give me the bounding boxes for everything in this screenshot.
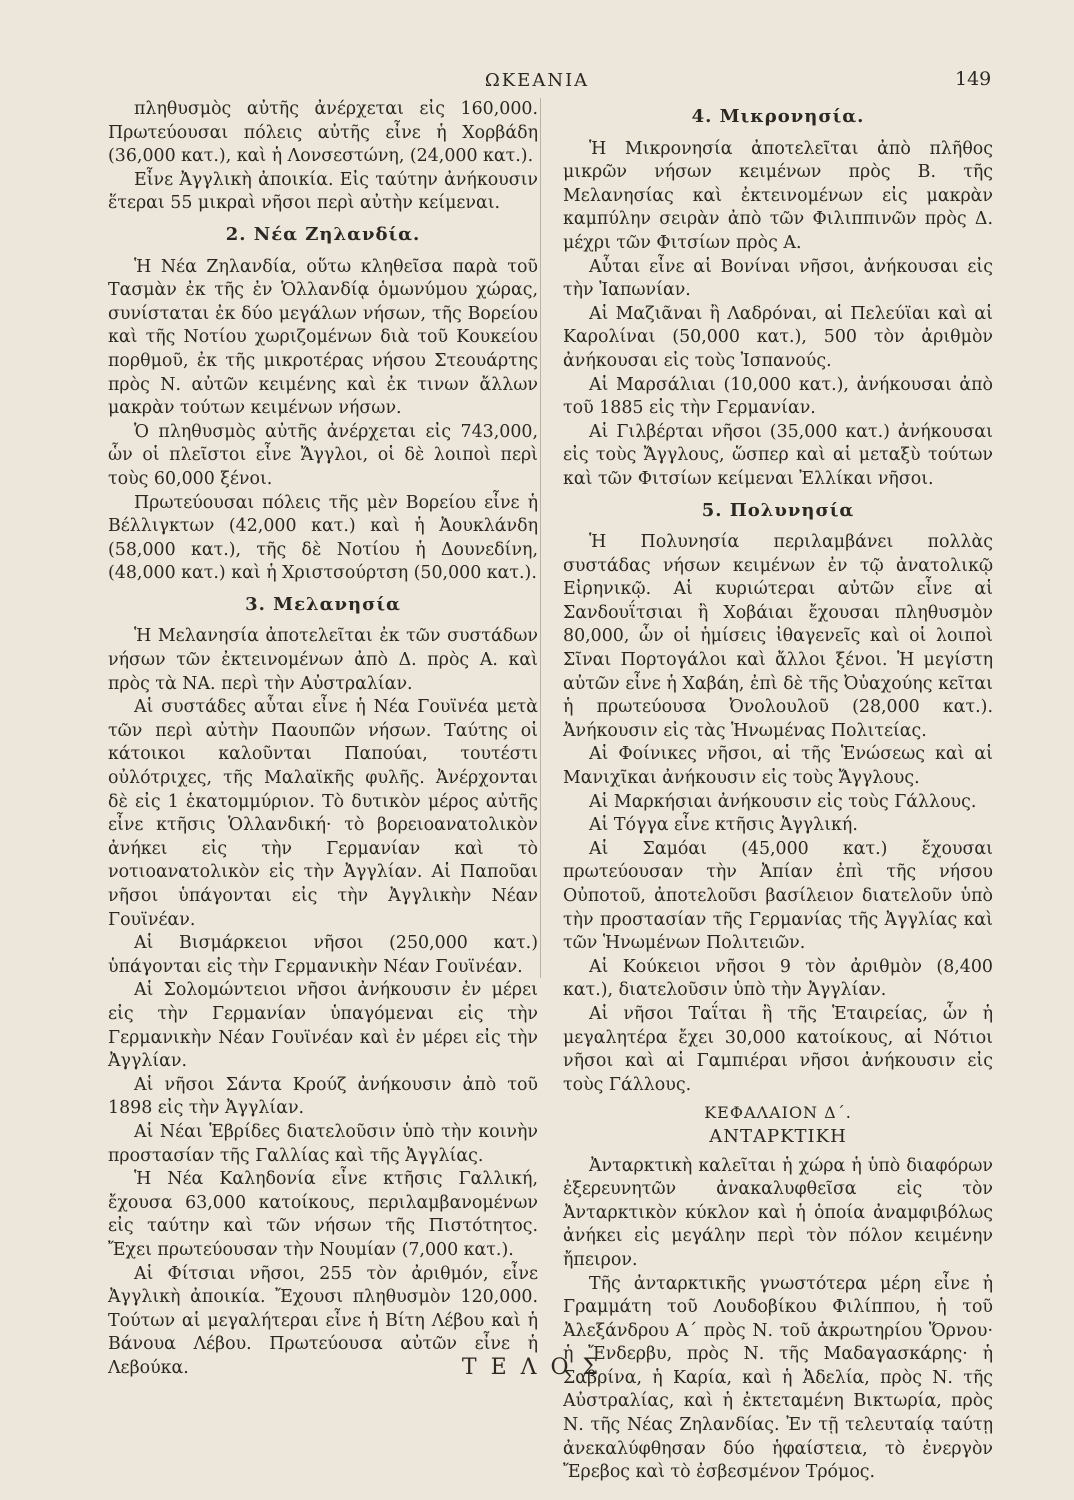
paragraph: Αὗται εἶνε αἱ Βονίναι νῆσοι, ἀνήκουσαι εἰς τὴν Ἰαπωνίαν. [563, 256, 993, 301]
paragraph: Αἱ νῆσοι Ταΐται ἢ τῆς Ἑταιρείας, ὧν ἡ μεγαλητέρα ἔχει 30,000 κατοίκους, αἱ Νότιοι νῆσοι καὶ αἱ Γαμπιέραι νῆσοι ἀνήκουσιν εἰς τοὺς Γάλλους. [563, 1003, 993, 1095]
paragraph: Αἱ Φίτσιαι νῆσοι, 255 τὸν ἀριθμόν, εἶνε Ἀγγλικὴ ἀποικία. Ἔχουσι πληθυσμὸν 120,000. Τούτων αἱ μεγαλήτεραι εἶνε ἡ Βίτη Λέβου καὶ ἡ Βάνουα Λέβου. Πρωτεύουσα αὐτῶν εἶνε ἡ Λεβούκα. [108, 1263, 538, 1378]
paragraph: Αἱ Νέαι Ἑβρίδες διατελοῦσιν ὑπὸ τὴν κοινὴν προστασίαν τῆς Γαλλίας καὶ τῆς Ἀγγλίας. [108, 1121, 538, 1166]
running-head: ΩΚΕΑΝΙΑ [484, 70, 590, 91]
section-heading: 2. Νέα Ζηλανδία. [225, 223, 421, 245]
paragraph: Αἱ Μαζιᾶναι ἢ Λαδρόναι, αἱ Πελεύϊαι καὶ αἱ Καρολίναι (50,000 κατ.), 500 τὸν ἀριθμὸν ἀνήκουσαι εἰς τοὺς Ἰσπανούς. [563, 303, 993, 371]
paragraph: Ἀνταρκτικὴ καλεῖται ἡ χώρα ἡ ὑπὸ διαφόρων ἐξερευνητῶν ἀνακαλυφθεῖσα εἰς τὸν Ἀνταρκτικὸν κύκλον καὶ ἡ ὁποία ἀναμφιβόλως ἀνήκει εἰς μεγάλην περὶ τὸν πόλον κειμένην ἤπειρον. [563, 1155, 993, 1270]
paragraph: Ἡ Μελανησία ἀποτελεῖται ἐκ τῶν συστάδων νήσων τῶν ἐκτεινομένων ἀπὸ Δ. πρὸς Α. καὶ πρὸς τὰ ΝΑ. περὶ τὴν Αὐστραλίαν. [108, 626, 538, 694]
paragraph: Αἱ Σαμόαι (45,000 κατ.) ἔχουσαι πρωτεύουσαν τὴν Ἀπίαν ἐπὶ τῆς νήσου Οὐποτοῦ, ἀποτελοῦσι βασίλειον διατελοῦν ὑπὸ τὴν προστασίαν τῆς Γερμανίας τῆς Ἀγγλίας καὶ τῶν Ἡνωμένων Πολιτειῶν. [563, 838, 993, 954]
section-heading: 4. Μικρονησία. [691, 106, 865, 127]
paragraph: πληθυσμὸς αὐτῆς ἀνέρχεται εἰς 160,000. Πρωτεύουσαι πόλεις αὐτῆς εἶνε ἡ Χορβάδη (36,000 κατ.), καὶ ἡ Λονσεστώνη, (24,000 κατ.). [108, 99, 538, 167]
paragraph: Πρωτεύουσαι πόλεις τῆς μὲν Βορείου εἶνε ἡ Βέλλιγκτων (42,000 κατ.) καὶ ἡ Ἀουκλάνδη (58,000 κατ.), τῆς δὲ Νοτίου ἡ Δουνεδίνη, (48,000 κατ.) καὶ ἡ Χριστσούρτση (50,000 κατ.). [108, 492, 538, 584]
end-mark: ΤΕΛΟΣ [461, 1355, 613, 1380]
paragraph: Ὁ πληθυσμὸς αὐτῆς ἀνέρχεται εἰς 743,000, ὧν οἱ πλεῖστοι εἶνε Ἄγγλοι, οἱ δὲ λοιποὶ περὶ τοὺς 60,000 ξένοι. [108, 421, 538, 489]
chapter-title: ΑΝΤΑΡΚΤΙΚΗ [709, 1125, 847, 1147]
column-divider [540, 98, 541, 978]
paragraph: Εἶνε Ἀγγλικὴ ἀποικία. Εἰς ταύτην ἀνήκουσιν ἕτεραι 55 μικραὶ νῆσοι περὶ αὐτὴν κείμεναι. [108, 169, 538, 214]
left-column [108, 98, 538, 1380]
paragraph: Αἱ Μαρσάλιαι (10,000 κατ.), ἀνήκουσαι ἀπὸ τοῦ 1885 εἰς τὴν Γερμανίαν. [563, 374, 993, 419]
paragraph: Ἡ Νέα Καληδονία εἶνε κτῆσις Γαλλική, ἔχουσα 63,000 κατοίκους, περιλαμβανομένων εἰς ταύτην καὶ τῶν νήσων τῆς Πιστότητος. Ἔχει πρωτεύουσαν τὴν Νουμίαν (7,000 κατ.). [108, 1169, 538, 1260]
paragraph: Αἱ Μαρκήσιαι ἀνήκουσιν εἰς τοὺς Γάλλους. [589, 791, 977, 812]
paragraph: Αἱ Φοίνικες νῆσοι, αἱ τῆς Ἑνώσεως καὶ αἱ Μανιχῖκαι ἀνήκουσιν εἰς τοὺς Ἄγγλους. [563, 744, 993, 789]
paragraph: Αἱ Τόγγα εἶνε κτῆσις Ἀγγλική. [589, 815, 858, 836]
chapter-label: ΚΕΦΑΛΑΙΟΝ Δ΄. [704, 1103, 852, 1123]
paragraph: Αἱ Κούκειοι νῆσοι 9 τὸν ἀριθμὸν (8,400 κατ.), διατελοῦσιν ὑπὸ τὴν Ἀγγλίαν. [563, 956, 993, 1001]
paragraph: Ἡ Πολυνησία περιλαμβάνει πολλὰς συστάδας νήσων κειμένων ἐν τῷ ἀνατολικῷ Εἰρηνικῷ. Αἱ κυριώτεραι αὐτῶν εἶνε αἱ Σανδουΐτσιαι ἢ Χοβάιαι ἔχουσαι πληθυσμὸν 80,000, ὧν οἱ ἡμίσεις ἰθαγενεῖς καὶ οἱ λοιποὶ Σῖναι Πορτογάλοι καὶ ἄλλοι ξένοι. Ἡ μεγίστη αὐτῶν εἶνε ἡ Χαβάη, ἐπὶ δὲ τῆς Ὀὐαχούης κεῖται ἡ πρωτεύουσα Ὀνολουλοῦ (28,000 κατ.). Ἀνήκουσιν εἰς τὰς Ἡνωμένας Πολιτείας. [563, 532, 993, 741]
paragraph: Αἱ Σολομώντειοι νῆσοι ἀνήκουσιν ἐν μέρει εἰς τὴν Γερμανίαν ὑπαγόμεναι εἰς τὴν Γερμανικὴν Νέαν Γουϊνέαν καὶ ἐν μέρει εἰς τὴν Ἀγγλίαν. [108, 980, 538, 1072]
paragraph: Αἱ Βισμάρκειοι νῆσοι (250,000 κατ.) ὑπάγονται εἰς τὴν Γερμανικὴν Νέαν Γουϊνέαν. [108, 933, 538, 977]
right-column [563, 98, 993, 1485]
section-heading: 5. Πολυνησία [701, 499, 855, 521]
section-heading: 3. Μελανησία [245, 593, 401, 615]
paragraph: Ἡ Μικρονησία ἀποτελεῖται ἀπὸ πλῆθος μικρῶν νήσων κειμένων πρὸς Β. τῆς Μελανησίας καὶ ἐκτεινομένων εἰς μακρὰν καμπύλην σειρὰν ἀπὸ τῶν Φιλιππινῶν πρὸς Δ. μέχρι τῶν Φιτσίων πρὸς Α. [563, 138, 993, 253]
paragraph: Αἱ νῆσοι Σάντα Κρούζ ἀνήκουσιν ἀπὸ τοῦ 1898 εἰς τὴν Ἀγγλίαν. [108, 1074, 538, 1119]
paragraph: Ἡ Νέα Ζηλανδία, οὕτω κληθεῖσα παρὰ τοῦ Τασμὰν ἐκ τῆς ἐν Ὁλλανδίᾳ ὁμωνύμου χώρας, συνίσταται ἐκ δύο μεγάλων νήσων, τῆς Βορείου καὶ τῆς Νοτίου χωριζομένων διὰ τοῦ Κουκείου πορθμοῦ, ἐκ τῆς μικροτέρας νήσου Στεουάρτης πρὸς Ν. αὐτῶν κειμένης καὶ ἐκ τινων ἄλλων μακρὰν τούτων κειμένων νήσων. [108, 256, 538, 419]
paragraph: Αἱ Γιλβέρται νῆσοι (35,000 κατ.) ἀνήκουσαι εἰς τοὺς Ἄγγλους, ὥσπερ καὶ αἱ μεταξὺ τούτων καὶ τῶν Φιτσίων κείμεναι Ἐλλίκαι νῆσοι. [563, 421, 993, 489]
paragraph: Αἱ συστάδες αὗται εἶνε ἡ Νέα Γουϊνέα μετὰ τῶν περὶ αὐτὴν Παουπῶν νήσων. Ταύτης οἱ κάτοικοι καλοῦνται Παπούαι, τουτέστι οὐλότριχες, τῆς Μαλαϊκῆς φυλῆς. Ἀνέρχονται δὲ εἰς 1 ἑκατομμύριον. Τὸ δυτικὸν μέρος αὐτῆς εἶνε κτῆσις Ὁλλανδική· τὸ βορειοανατολικὸν ἀνήκει εἰς τὴν Γερμανίαν καὶ τὸ νοτιοανατολικὸν εἰς τὴν Ἀγγλίαν. Αἱ Παποῦαι νῆσοι ὑπάγονται εἰς τὴν Ἀγγλικὴν Νέαν Γουϊνέαν. [108, 697, 538, 930]
page-number: 149 [955, 68, 992, 90]
paragraph: Τῆς ἀνταρκτικῆς γνωστότερα μέρη εἶνε ἡ Γραμμάτη τοῦ Λουδοβίκου Φιλίππου, ἡ τοῦ Ἀλεξάνδρου Α΄ πρὸς Ν. τοῦ ἀκρωτηρίου Ὅρνου· ἡ Ἔνδερβυ, πρὸς Ν. τῆς Μαδαγασκάρης· ἡ Σαβρίνα, ἡ Καρία, καὶ ἡ Ἀδελία, πρὸς Ν. τῆς Αὐστραλίας, καὶ ἡ ἐκτεταμένη Βικτωρία, πρὸς Ν. τῆς Νέας Ζηλανδίας. Ἐν τῇ τελευταίᾳ ταύτῃ ἀνεκαλύφθησαν δύο ἡφαίστεια, τὸ ἐνεργὸν Ἔρεβος καὶ τὸ ἐσβεσμένον Τρόμος. [563, 1273, 993, 1483]
